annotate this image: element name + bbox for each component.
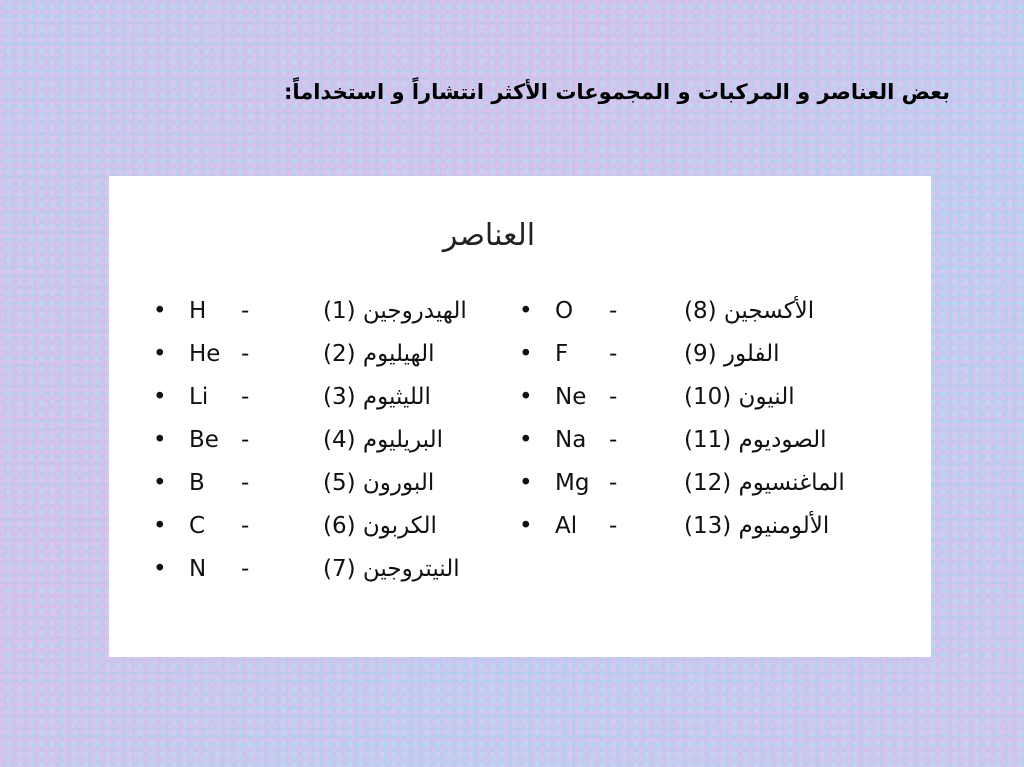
element-row-o [519,297,859,340]
element-name: الأكسجين (8) [684,298,815,324]
element-row-h [153,297,493,340]
element-symbol: Li [189,384,209,410]
element-symbol: Ne [555,384,587,410]
element-row-al [519,512,859,555]
dash: - [241,556,250,582]
element-row-be [153,426,493,469]
bullet-icon: • [153,470,167,496]
bullet-icon: • [519,384,533,410]
element-symbol: Mg [555,470,590,496]
element-symbol: H [189,298,207,324]
dash: - [609,470,618,496]
element-name: النيتروجين (7) [323,556,460,582]
dash: - [609,341,618,367]
element-row-f [519,340,859,383]
slide-title: بعض العناصر و المركبات و المجموعات الأكثر انتشاراً و استخداماً: [283,80,950,104]
panel-heading: العناصر [442,218,536,253]
element-row-n [153,555,493,598]
element-row-mg [519,469,859,512]
element-name: الليثيوم (3) [323,384,431,410]
element-name: الكربون (6) [323,513,437,539]
element-name: الألومنيوم (13) [684,513,830,539]
element-name: النيون (10) [684,384,795,410]
element-symbol: F [555,341,569,367]
elements-panel [109,176,931,657]
dash: - [241,384,250,410]
bullet-icon: • [153,556,167,582]
elements-column-right [519,297,859,555]
element-symbol: C [189,513,206,539]
element-row-b [153,469,493,512]
bullet-icon: • [519,427,533,453]
element-name: الهيليوم (2) [323,341,435,367]
bullet-icon: • [153,341,167,367]
bullet-icon: • [519,470,533,496]
dash: - [609,513,618,539]
element-symbol: Be [189,427,219,453]
dash: - [609,298,618,324]
element-symbol: O [555,298,574,324]
element-symbol: Na [555,427,587,453]
bullet-icon: • [519,298,533,324]
dash: - [241,470,250,496]
element-row-ne [519,383,859,426]
dash: - [609,384,618,410]
dash: - [241,298,250,324]
element-row-na [519,426,859,469]
bullet-icon: • [153,298,167,324]
dash: - [241,427,250,453]
dash: - [241,513,250,539]
element-name: الصوديوم (11) [684,427,827,453]
dash: - [609,427,618,453]
element-symbol: B [189,470,205,496]
element-symbol: Al [555,513,578,539]
element-name: الماغنسيوم (12) [684,470,845,496]
element-symbol: He [189,341,221,367]
bullet-icon: • [153,513,167,539]
element-name: البريليوم (4) [323,427,444,453]
element-name: الهيدروجين (1) [323,298,467,324]
bullet-icon: • [153,384,167,410]
element-row-li [153,383,493,426]
elements-column-left [153,297,493,598]
dash: - [241,341,250,367]
bullet-icon: • [153,427,167,453]
bullet-icon: • [519,513,533,539]
element-name: البورون (5) [323,470,435,496]
bullet-icon: • [519,341,533,367]
element-name: الفلور (9) [684,341,780,367]
element-row-c [153,512,493,555]
element-row-he [153,340,493,383]
element-symbol: N [189,556,207,582]
